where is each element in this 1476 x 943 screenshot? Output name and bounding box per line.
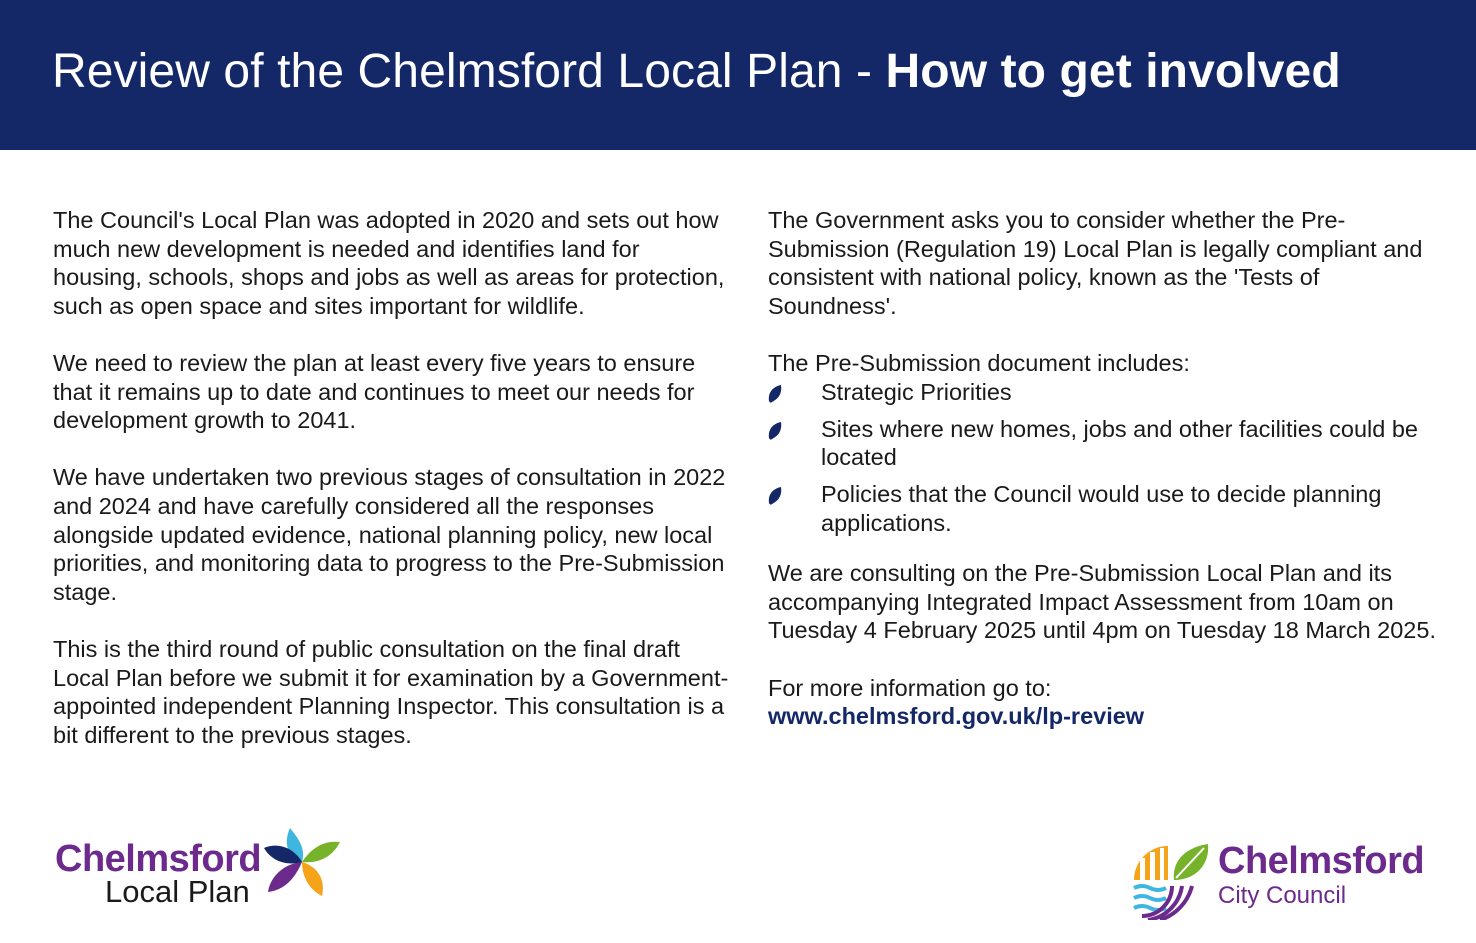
- local-plan-logo-title: Chelmsford: [55, 838, 262, 880]
- flower-icon: [260, 818, 345, 908]
- paragraph-consultation: We are consulting on the Pre-Submission Local Plan and its accompanying Integrated Impact Assessment from 10am on Tuesday 4 February 2025 until 4pm on Tuesday 18 March 2025.: [768, 560, 1436, 644]
- local-plan-logo-subtitle: Local Plan: [105, 874, 250, 909]
- city-council-logo-subtitle: City Council: [1218, 882, 1347, 909]
- page-title-regular: Review of the Chelmsford Local Plan -: [52, 45, 886, 98]
- header-banner: [0, 0, 1476, 150]
- city-emblem-icon: [1130, 840, 1216, 920]
- leaf-icon: [768, 486, 783, 506]
- left-column: [53, 206, 733, 778]
- more-info: [768, 674, 1438, 731]
- paragraph-local-plan: The Council's Local Plan was adopted in 2020 and sets out how much new development is needed and identifies land for housing, schools, shops and jobs as well as areas for protection, such as open space and sites important for wildlife.: [53, 207, 725, 319]
- bullet-text: Sites where new homes, jobs and other facilities could be located: [821, 415, 1418, 471]
- leaf-icon: [768, 421, 783, 441]
- list-item: [768, 378, 1438, 407]
- list-item: [768, 480, 1438, 537]
- paragraph-review: We need to review the plan at least every five years to ensure that it remains up to date and continues to meet our needs for development growth to 2041.: [53, 349, 696, 434]
- paragraph-previous-stages: We have undertaken two previous stages of consultation in 2022 and 2024 and have carefully considered all the responses alongside updated evidence, national planning policy, new local priorities, and monitoring data to progress to the Pre-Submission stage.: [53, 464, 726, 605]
- paragraph-government: The Government asks you to consider whether the Pre-Submission (Regulation 19) Local Plan is legally compliant and consistent with national policy, known as the 'Tests of Soundness'.: [768, 207, 1423, 319]
- page-title-bold: How to get involved: [885, 45, 1341, 98]
- bullet-list: [768, 378, 1438, 537]
- includes-heading: The Pre-Submission document includes:: [768, 349, 1190, 376]
- leaf-icon: [768, 384, 783, 404]
- page-title: [52, 44, 1341, 99]
- bullet-text: Strategic Priorities: [821, 379, 1012, 406]
- more-info-label: For more information go to:: [768, 674, 1052, 701]
- bullet-text: Policies that the Council would use to decide planning applications.: [821, 480, 1382, 536]
- local-plan-logo: [55, 818, 345, 918]
- paragraph-third-round: This is the third round of public consultation on the final draft Local Plan before we submit it for examination by a Government-appointed independent Planning Inspector. This consultation is a bit different to the previous stages.: [53, 635, 729, 748]
- city-council-logo-title: Chelmsford: [1218, 840, 1425, 882]
- review-link[interactable]: www.chelmsford.gov.uk/lp-review: [768, 703, 1145, 730]
- city-council-logo: [1130, 838, 1435, 922]
- right-column: [768, 206, 1438, 731]
- list-item: [768, 415, 1438, 472]
